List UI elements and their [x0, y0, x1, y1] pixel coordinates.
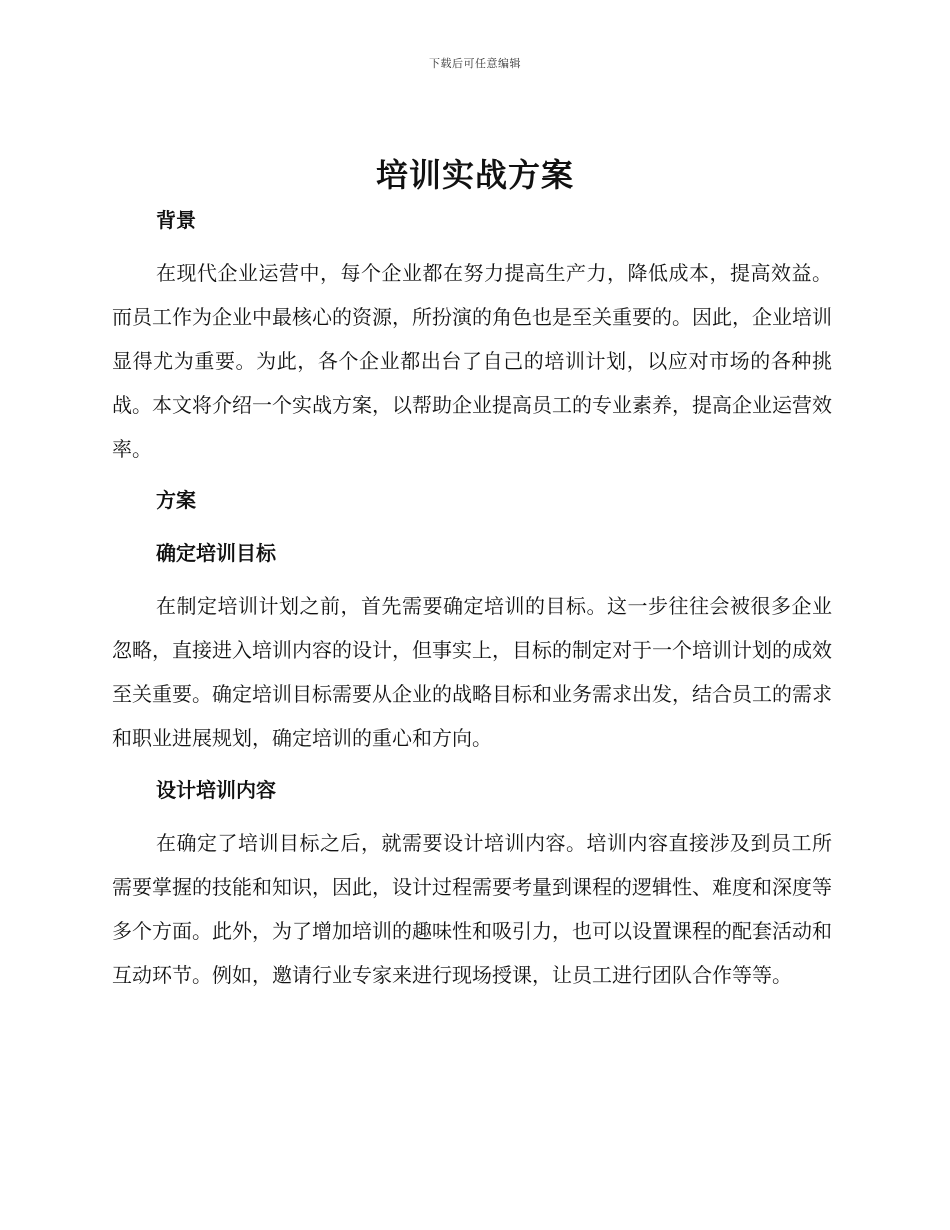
paragraph-background: 在现代企业运营中，每个企业都在努力提高生产力，降低成本，提高效益。而员工作为企业中最核心的资源，所扮演的角色也是至关重要的。因此，企业培训显得尤为重要。为此，各个企业都出台了自己的培训计划，以应对市场的各种挑战。本文将介绍一个实战方案，以帮助企业提高员工的专业素养，提高企业运营效率。: [112, 261, 832, 461]
section-heading-background: 背景: [156, 208, 196, 232]
paragraph-content: 在确定了培训目标之后，就需要设计培训内容。培训内容直接涉及到员工所需要掌握的技能和知识，因此，设计过程需要考量到课程的逻辑性、难度和深度等多个方面。此外，为了增加培训的趣味性和吸引力，也可以设置课程的配套活动和互动环节。例如，邀请行业专家来进行现场授课，让员工进行团队合作等等。: [112, 831, 832, 987]
section-heading-content: 设计培训内容: [156, 778, 276, 802]
section-heading-plan: 方案: [156, 488, 196, 512]
section-heading-goal: 确定培训目标: [156, 541, 276, 565]
document-title: 培训实战方案: [375, 156, 574, 194]
paragraph-goal: 在制定培训计划之前，首先需要确定培训的目标。这一步往往会被很多企业忽略，直接进入培训内容的设计，但事实上，目标的制定对于一个培训计划的成效至关重要。确定培训目标需要从企业的战略目标和业务需求出发，结合员工的需求和职业进展规划，确定培训的重心和方向。: [112, 594, 832, 750]
header-note: 下载后可任意编辑: [429, 57, 521, 70]
